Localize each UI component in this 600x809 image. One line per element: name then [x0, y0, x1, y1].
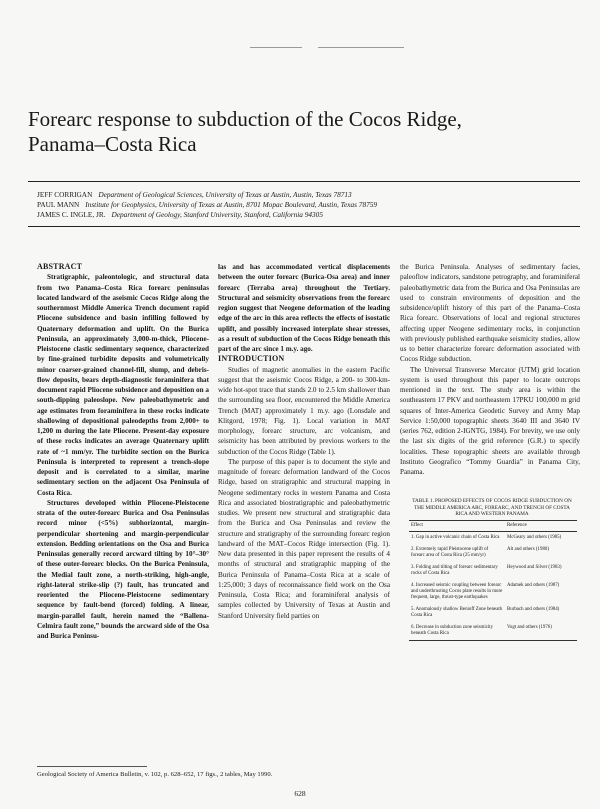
table-row	[409, 532, 577, 545]
table-row	[409, 562, 577, 580]
abstract-paragraph: Structures developed within Pliocene-Pleistocene strata of the outer-forearc Burica and Osa Peninsulas record minor (<5%) subhorizontal, margin-perpendicular shortening and margin-perpendicular extension. Bedding orientations on the Osa and Burica Peninsulas generally record arcward tilting by 10°–30° of these outer-forearc blocks. On the Burica Peninsula, the Medial fault zone, a north-striking, high-angle, right-lateral strike-slip (?) fault, has truncated and reoriented the Pliocene-Pleistocene sedimentary sequence by fault-bend (forced) folding. A linear, margin-parallel fault, herein named the “Ballena-Celmira fault zone,” bounds the arcward side of the Osa and Burica Peninsu-	[37, 498, 209, 640]
author-affiliation: Department of Geology, Stanford University, Stanford, California 94305	[111, 210, 323, 219]
title-line-1: Forearc response to subduction of the Cocos Ridge,	[28, 107, 462, 131]
author-affiliation: Institute for Geophysics, University of Texas at Austin, 8701 Mopac Boulevard, Austin, Texas 78759	[85, 200, 378, 209]
author-name: PAUL MANN	[37, 200, 80, 209]
table-cell-effect: 6. Decrease in subduction zone seismicity beneath Costa Rica	[409, 622, 505, 641]
footnote-rule	[37, 766, 147, 767]
header-rule-right	[318, 47, 404, 48]
header-rule-left	[250, 47, 302, 48]
table-header-reference: Reference	[505, 521, 577, 532]
table-cell-effect: 3. Folding and tilting of forearc sedimentary rocks of Costa Rica	[411, 565, 498, 576]
column-middle	[218, 262, 390, 621]
table-cell-effect: 4. Increased seismic coupling between forearc and underthrusting Cocos plate results in more frequent, large, thrust-type earthquakes	[411, 583, 503, 600]
table-row	[409, 622, 577, 641]
author-rule-bottom	[28, 226, 580, 227]
body-paragraph: The Universal Transverse Mercator (UTM) grid location system is used throughout this paper to locate outcrops mentioned in the text. The study area is within the southeastern 17 PKV and northeastern 17PKU 100,000 m grid squares of Inter-America Geodetic Survey and Army Map Service 1:50,000 topographic sheets 3640 III and 3640 IV (series 762, edition 2-IGNTG, 1984). For brevity, we use only the last six digits of the grid reference (G.R.) to specify localities. These topographic sheets are available through Instituto Geografico “Tommy Guardia” in Panama City, Panama.	[400, 365, 580, 476]
column-right	[400, 262, 580, 477]
table-cell-effect: 5. Anomalously shallow Benioff Zone beneath Costa Rica	[411, 607, 503, 618]
table-cell-reference: Burbach and others (1984)	[507, 607, 560, 612]
table-cell-reference: McGeary and others (1985)	[507, 535, 562, 540]
table-caption: TABLE 1. PROPOSED EFFECTS OF COCOS RIDGE SUBDUCTION ON THE MIDDLE AMERICA ARC, FOREARC, AND TRENCH OF COSTA RICA AND WESTERN PANAMA	[412, 498, 572, 517]
journal-citation: Geological Society of America Bulletin, v. 102, p. 628–652, 17 figs., 2 tables, May 1990.	[37, 771, 273, 778]
author-name: JAMES C. INGLE, JR.	[37, 210, 106, 219]
abstract-paragraph: Stratigraphic, paleontologic, and structural data from two Panama–Costa Rica forearc peninsulas located landward of the aseismic Cocos Ridge along the southernmost Middle America Trench document rapid Pliocene subsidence and basin infilling followed by Quaternary deformation and uplift. On the Burica Peninsula, an approximately 3,000-m-thick, Pliocene-Pleistocene clastic sedimentary sequence, characterized by fine-grained turbidite deposits and volumetrically minor coarser-grained channel-fill, slump, and debris-flow deposits, bears depth-diagnostic foraminifera that document rapid Pliocene subsidence and deposition on a south-dipping paleoslope. New paleobathymetric and age estimates from foraminifera in these rocks indicate shallowing of depositional paleodepths from 2,000+ to 1,200 m during the late Pliocene. Present-day exposure of these rocks indicates an average Quaternary uplift rate of ~1 mm/yr. The turbidite section on the Burica Peninsula is interpreted to represent a trench-slope deposit and is correlated to a similar, marine sedimentary section on the adjacent Osa Peninsula of Costa Rica.	[37, 273, 209, 497]
abstract-heading: ABSTRACT	[37, 262, 83, 271]
table-row	[409, 544, 577, 562]
page-number: 628	[294, 789, 306, 798]
article-title	[28, 107, 498, 157]
title-line-2: Panama–Costa Rica	[28, 132, 197, 156]
effects-table	[409, 520, 577, 641]
author-line	[37, 210, 582, 220]
body-paragraph: the Burica Peninsula. Analyses of sedimentary facies, paleoflow indicators, sandstone petrography, and foraminiferal paleobathymetric data from the Burica and Osa Peninsulas are used to constrain environments of deposition and the subsidence/uplift history of this part of the Panama–Costa Rica forearc. Observations of local and regional structures affecting upper Neogene sedimentary rocks, in conjunction with previously published earthquake seismicity studies, allow us to better characterize forearc deformation associated with Cocos Ridge subduction.	[400, 263, 580, 364]
body-paragraph: Studies of magnetic anomalies in the eastern Pacific suggest that the aseismic Cocos Ridge, a 200- to 300-km-wide hot-spot trace that stands 2.0 to 2.5 km shallower than the surrounding sea floor, encountered the Middle America Trench (MAT) approximately 1 m.y. ago (Lonsdale and Klitgord, 1978; Fig. 1). Local variation in MAT morphology, forearc structure, arc volcanism, and seismicity has been attributed by previous workers to the subduction of the Cocos Ridge (Table 1).	[218, 365, 390, 456]
table-cell-reference: Adamek and others (1987)	[507, 583, 560, 588]
abstract-paragraph-continued: las and has accommodated vertical displacements between the outer forearc (Burica-Osa area) and inner forearc (Terraba area) throughout the Tertiary. Structural and seismicity observations from the forearc region suggest that Neogene deformation of the leading edge of the arc in this area reflects the effects of isostatic uplift, and possibly increased interplate shear stresses, as a result of subduction of the Cocos Ridge beneath this part of the arc since 1 m.y. ago.	[218, 263, 390, 353]
body-paragraph: The purpose of this paper is to document the style and magnitude of forearc deformation landward of the Cocos Ridge, based on stratigraphic and structural mapping in Neogene sedimentary rocks in western Panama and Costa Rica and associated biostratigraphic and paleobathymetric studies. We present new structural and stratigraphic data from the Burica and Osa Peninsulas and review the structure and stratigraphy of the surrounding forearc region landward of the MAT–Cocos Ridge intersection (Fig. 1). New data presented in this paper represent the results of 4 months of structural and stratigraphic mapping of the Burica Peninsula of Panama–Costa Rica at a scale of 1:25,000; 3 days of reconnaissance field work on the Osa Peninsula, Costa Rica; and foraminiferal analysis of samples collected by University of Texas at Austin and Stanford University field parties on	[218, 457, 390, 620]
author-block	[37, 190, 582, 220]
author-rule-top	[28, 181, 580, 182]
table-row	[409, 580, 577, 604]
author-line	[37, 190, 582, 200]
table-cell-reference: Alt and others (1980)	[507, 547, 549, 552]
table-row	[409, 604, 577, 622]
table-cell-effect: 1. Gap in active volcanic chain of Costa Rica	[411, 535, 500, 540]
column-left	[37, 262, 209, 641]
author-affiliation: Department of Geological Sciences, University of Texas at Austin, Austin, Texas 78713	[98, 190, 352, 199]
introduction-heading: INTRODUCTION	[218, 354, 285, 364]
table-cell-reference: Heywood and Silver (1983)	[507, 565, 562, 570]
table-header-row	[409, 521, 577, 532]
author-line	[37, 200, 582, 210]
table-header-effect: Effect	[409, 521, 505, 532]
author-name: JEFF CORRIGAN	[37, 190, 93, 199]
table-cell-reference: Vogt and others (1976)	[505, 622, 577, 641]
table-cell-effect: 2. Extremely rapid Pleistocene uplift of forearc area of Costa Rica (25 mm/yr)	[411, 547, 489, 558]
